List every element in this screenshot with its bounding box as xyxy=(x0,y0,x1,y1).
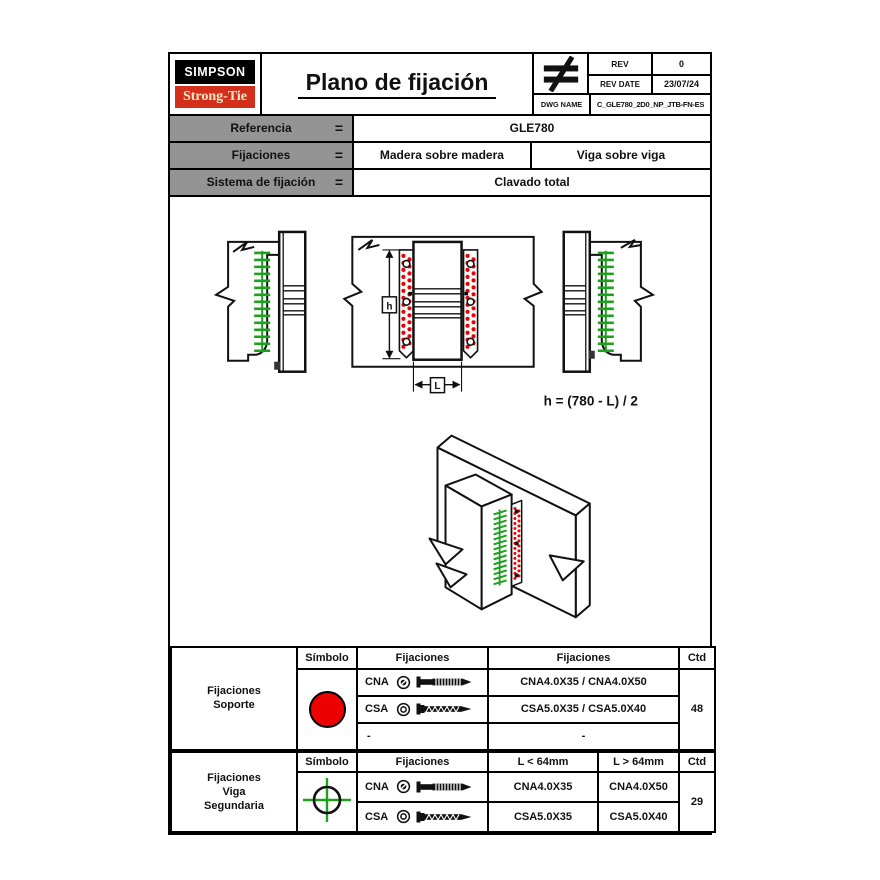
viga-row-label: Fijaciones Viga Segundaria xyxy=(171,752,297,832)
crosshair-symbol-icon xyxy=(300,777,354,823)
not-equal-icon xyxy=(534,54,589,93)
rev-date-value: 23/07/24 xyxy=(651,74,710,94)
red-circle-symbol-icon xyxy=(309,691,346,728)
csa-screw-icon xyxy=(416,810,472,824)
fijaciones-row xyxy=(170,143,710,170)
viga-cna-l-gt: CNA4.0X50 xyxy=(598,772,679,802)
cna-code: CNA xyxy=(365,676,389,689)
viga-header-fijaciones: Fijaciones xyxy=(357,752,488,772)
rev-label: REV xyxy=(611,58,629,69)
csa-code: CSA xyxy=(365,703,389,716)
cna-head-icon xyxy=(396,779,411,794)
csa-code: CSA xyxy=(365,810,389,823)
viga-csa-l-lt: CSA5.0X35 xyxy=(488,802,598,832)
viga-header-l-gt: L > 64mm xyxy=(598,752,679,772)
fijaciones-value-2: Viga sobre viga xyxy=(530,143,710,168)
viga-csa-cell xyxy=(357,802,488,832)
title-block xyxy=(170,54,710,116)
title-area xyxy=(262,54,532,114)
soporte-row-label: Fijaciones Soporte xyxy=(171,647,297,750)
soporte-cna-value: CNA4.0X35 / CNA4.0X50 xyxy=(488,669,679,696)
rev-value: 0 xyxy=(651,54,710,74)
simpson-strongtie-logo xyxy=(170,54,262,114)
soporte-symbol-cell xyxy=(297,669,357,750)
viga-header-simbolo: Símbolo xyxy=(297,752,357,772)
logo-simpson-text: SIMPSON xyxy=(175,60,255,84)
cna-head-icon xyxy=(396,675,411,690)
soporte-ctd-value: 48 xyxy=(679,669,715,750)
soporte-header-ctd: Ctd xyxy=(679,647,715,669)
isometric-view xyxy=(429,435,589,617)
fixings-table-viga xyxy=(170,751,716,833)
equals-sign: = xyxy=(334,174,343,191)
dwg-name-label: DWG NAME xyxy=(534,93,589,114)
fijaciones-value-1: Madera sobre madera xyxy=(354,143,530,168)
technical-drawing-area xyxy=(170,197,710,646)
csa-head-icon xyxy=(396,702,411,717)
front-view xyxy=(344,237,541,393)
viga-header-ctd: Ctd xyxy=(679,752,715,772)
referencia-value: GLE780 xyxy=(354,116,710,141)
dim-l-label: L xyxy=(434,380,441,392)
dim-h-label: h xyxy=(386,301,393,313)
viga-header-l-lt: L < 64mm xyxy=(488,752,598,772)
soporte-header-simbolo: Símbolo xyxy=(297,647,357,669)
drawing-sheet xyxy=(168,52,712,835)
rev-date-label: REV DATE xyxy=(589,74,651,94)
technical-drawing-svg xyxy=(170,197,710,646)
viga-csa-l-gt: CSA5.0X40 xyxy=(598,802,679,832)
fijaciones-label: Fijaciones xyxy=(231,148,291,163)
soporte-cna-cell xyxy=(357,669,488,696)
logo-strongtie-text: Strong-Tie xyxy=(175,86,255,108)
equals-sign: = xyxy=(334,147,343,164)
soporte-header-fijaciones: Fijaciones xyxy=(357,647,488,669)
soporte-dash-value: - xyxy=(488,723,679,750)
cna-nail-icon xyxy=(416,675,472,689)
soporte-csa-cell xyxy=(357,696,488,723)
sistema-label: Sistema de fijación xyxy=(206,175,316,190)
fixings-table-soporte xyxy=(170,646,716,751)
revision-block xyxy=(532,54,710,114)
h-formula: h = (780 - L) / 2 xyxy=(543,393,638,409)
soporte-dash-code: - xyxy=(357,723,488,750)
equals-sign: = xyxy=(334,120,343,137)
viga-cna-l-lt: CNA4.0X35 xyxy=(488,772,598,802)
referencia-label: Referencia xyxy=(230,121,292,136)
cna-code: CNA xyxy=(365,780,389,793)
csa-head-icon xyxy=(396,809,411,824)
page-title: Plano de fijación xyxy=(298,69,497,99)
sistema-value: Clavado total xyxy=(354,170,710,195)
csa-screw-icon xyxy=(416,702,472,716)
side-view-right xyxy=(564,232,653,372)
sistema-fijacion-row xyxy=(170,170,710,197)
side-view-left xyxy=(216,232,305,372)
viga-ctd-value: 29 xyxy=(679,772,715,832)
dwg-name-value: C_GLE780_2D0_NP_JTB-FN-ES xyxy=(589,93,710,114)
viga-symbol-cell xyxy=(297,772,357,832)
soporte-header-fijaciones-2: Fijaciones xyxy=(488,647,679,669)
soporte-csa-value: CSA5.0X35 / CSA5.0X40 xyxy=(488,696,679,723)
reference-row xyxy=(170,116,710,143)
cna-nail-icon xyxy=(416,780,472,794)
viga-cna-cell xyxy=(357,772,488,802)
